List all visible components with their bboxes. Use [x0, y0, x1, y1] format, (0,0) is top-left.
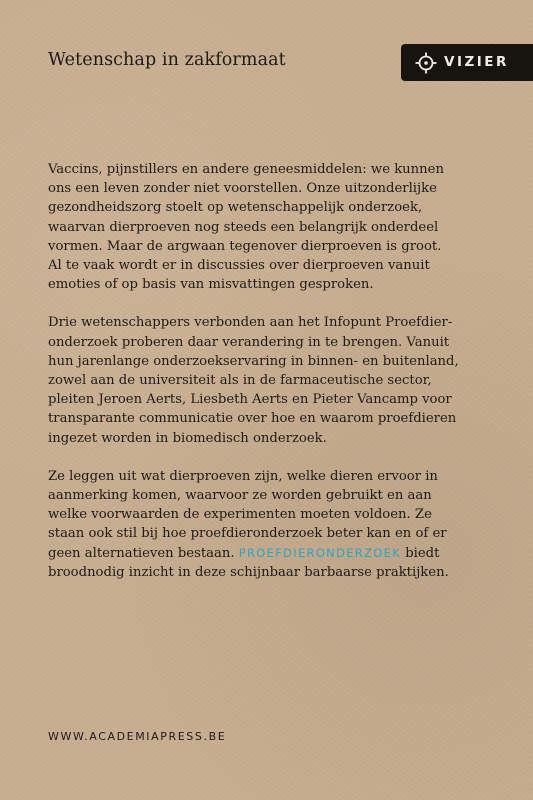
series-title: Wetenschap in zakformaat	[48, 50, 286, 70]
blurb-line: Ze leggen uit wat dierproeven zijn, welke dieren ervoor in	[48, 468, 438, 484]
brand-label: VIZIER	[444, 54, 509, 70]
blurb-line: gezondheidszorg stoelt op wetenschappelijk onderzoek,	[48, 200, 423, 216]
blurb-text: geen alternatieven bestaan.	[48, 545, 239, 561]
blurb-line: Al te vaak wordt er in discussies over dierproeven vanuit	[48, 258, 430, 274]
blurb-line: emoties of op basis van misvattingen gesproken.	[48, 277, 374, 293]
blurb-line: aanmerking komen, waarvoor ze worden gebruikt en aan	[48, 488, 432, 504]
blurb-line: ons een leven zonder niet voorstellen. Onze uitzonderlijke	[48, 181, 437, 197]
back-cover-blurb	[48, 160, 488, 601]
blurb-line: ingezet worden in biomedisch onderzoek.	[48, 430, 327, 446]
blurb-line: transparante communicatie over hoe en waarom proefdieren	[48, 411, 457, 427]
blurb-line: onderzoek proberen daar verandering in te brengen. Vanuit	[48, 334, 450, 350]
publisher-website: WWW.ACADEMIAPRESS.BE	[48, 730, 227, 743]
blurb-text: biedt	[401, 545, 440, 561]
blurb-line: staan ook stil bij hoe proefdieronderzoek beter kan en of er	[48, 526, 447, 542]
vizier-brand-badge	[401, 44, 533, 81]
blurb-line: pleiten Jeroen Aerts, Liesbeth Aerts en Pieter Vancamp voor	[48, 392, 452, 408]
blurb-line: Vaccins, pijnstillers en andere geneesmiddelen: we kunnen	[48, 162, 444, 177]
blurb-line: welke voorwaarden de experimenten moeten voldoen. Ze	[48, 507, 432, 523]
blurb-line: zowel aan de universiteit als in de farmaceutische sector,	[48, 373, 432, 389]
book-title-highlight: PROEFDIERONDERZOEK	[238, 545, 402, 560]
blurb-paragraph-3	[48, 467, 488, 582]
blurb-paragraph-2	[48, 313, 488, 447]
blurb-line: Drie wetenschappers verbonden aan het Infopunt Proefdier-	[48, 315, 453, 331]
blurb-line: vormen. Maar de argwaan tegenover dierproeven is groot.	[48, 238, 442, 254]
crosshair-icon	[415, 52, 437, 74]
blurb-line: hun jarenlange onderzoekservaring in binnen- en buitenland,	[48, 353, 459, 369]
blurb-paragraph-1	[48, 160, 488, 294]
blurb-line: waarvan dierproeven nog steeds een belangrijk onderdeel	[48, 219, 439, 235]
blurb-line	[48, 544, 488, 563]
blurb-line: broodnodig inzicht in deze schijnbaar barbaarse praktijken.	[48, 564, 449, 580]
